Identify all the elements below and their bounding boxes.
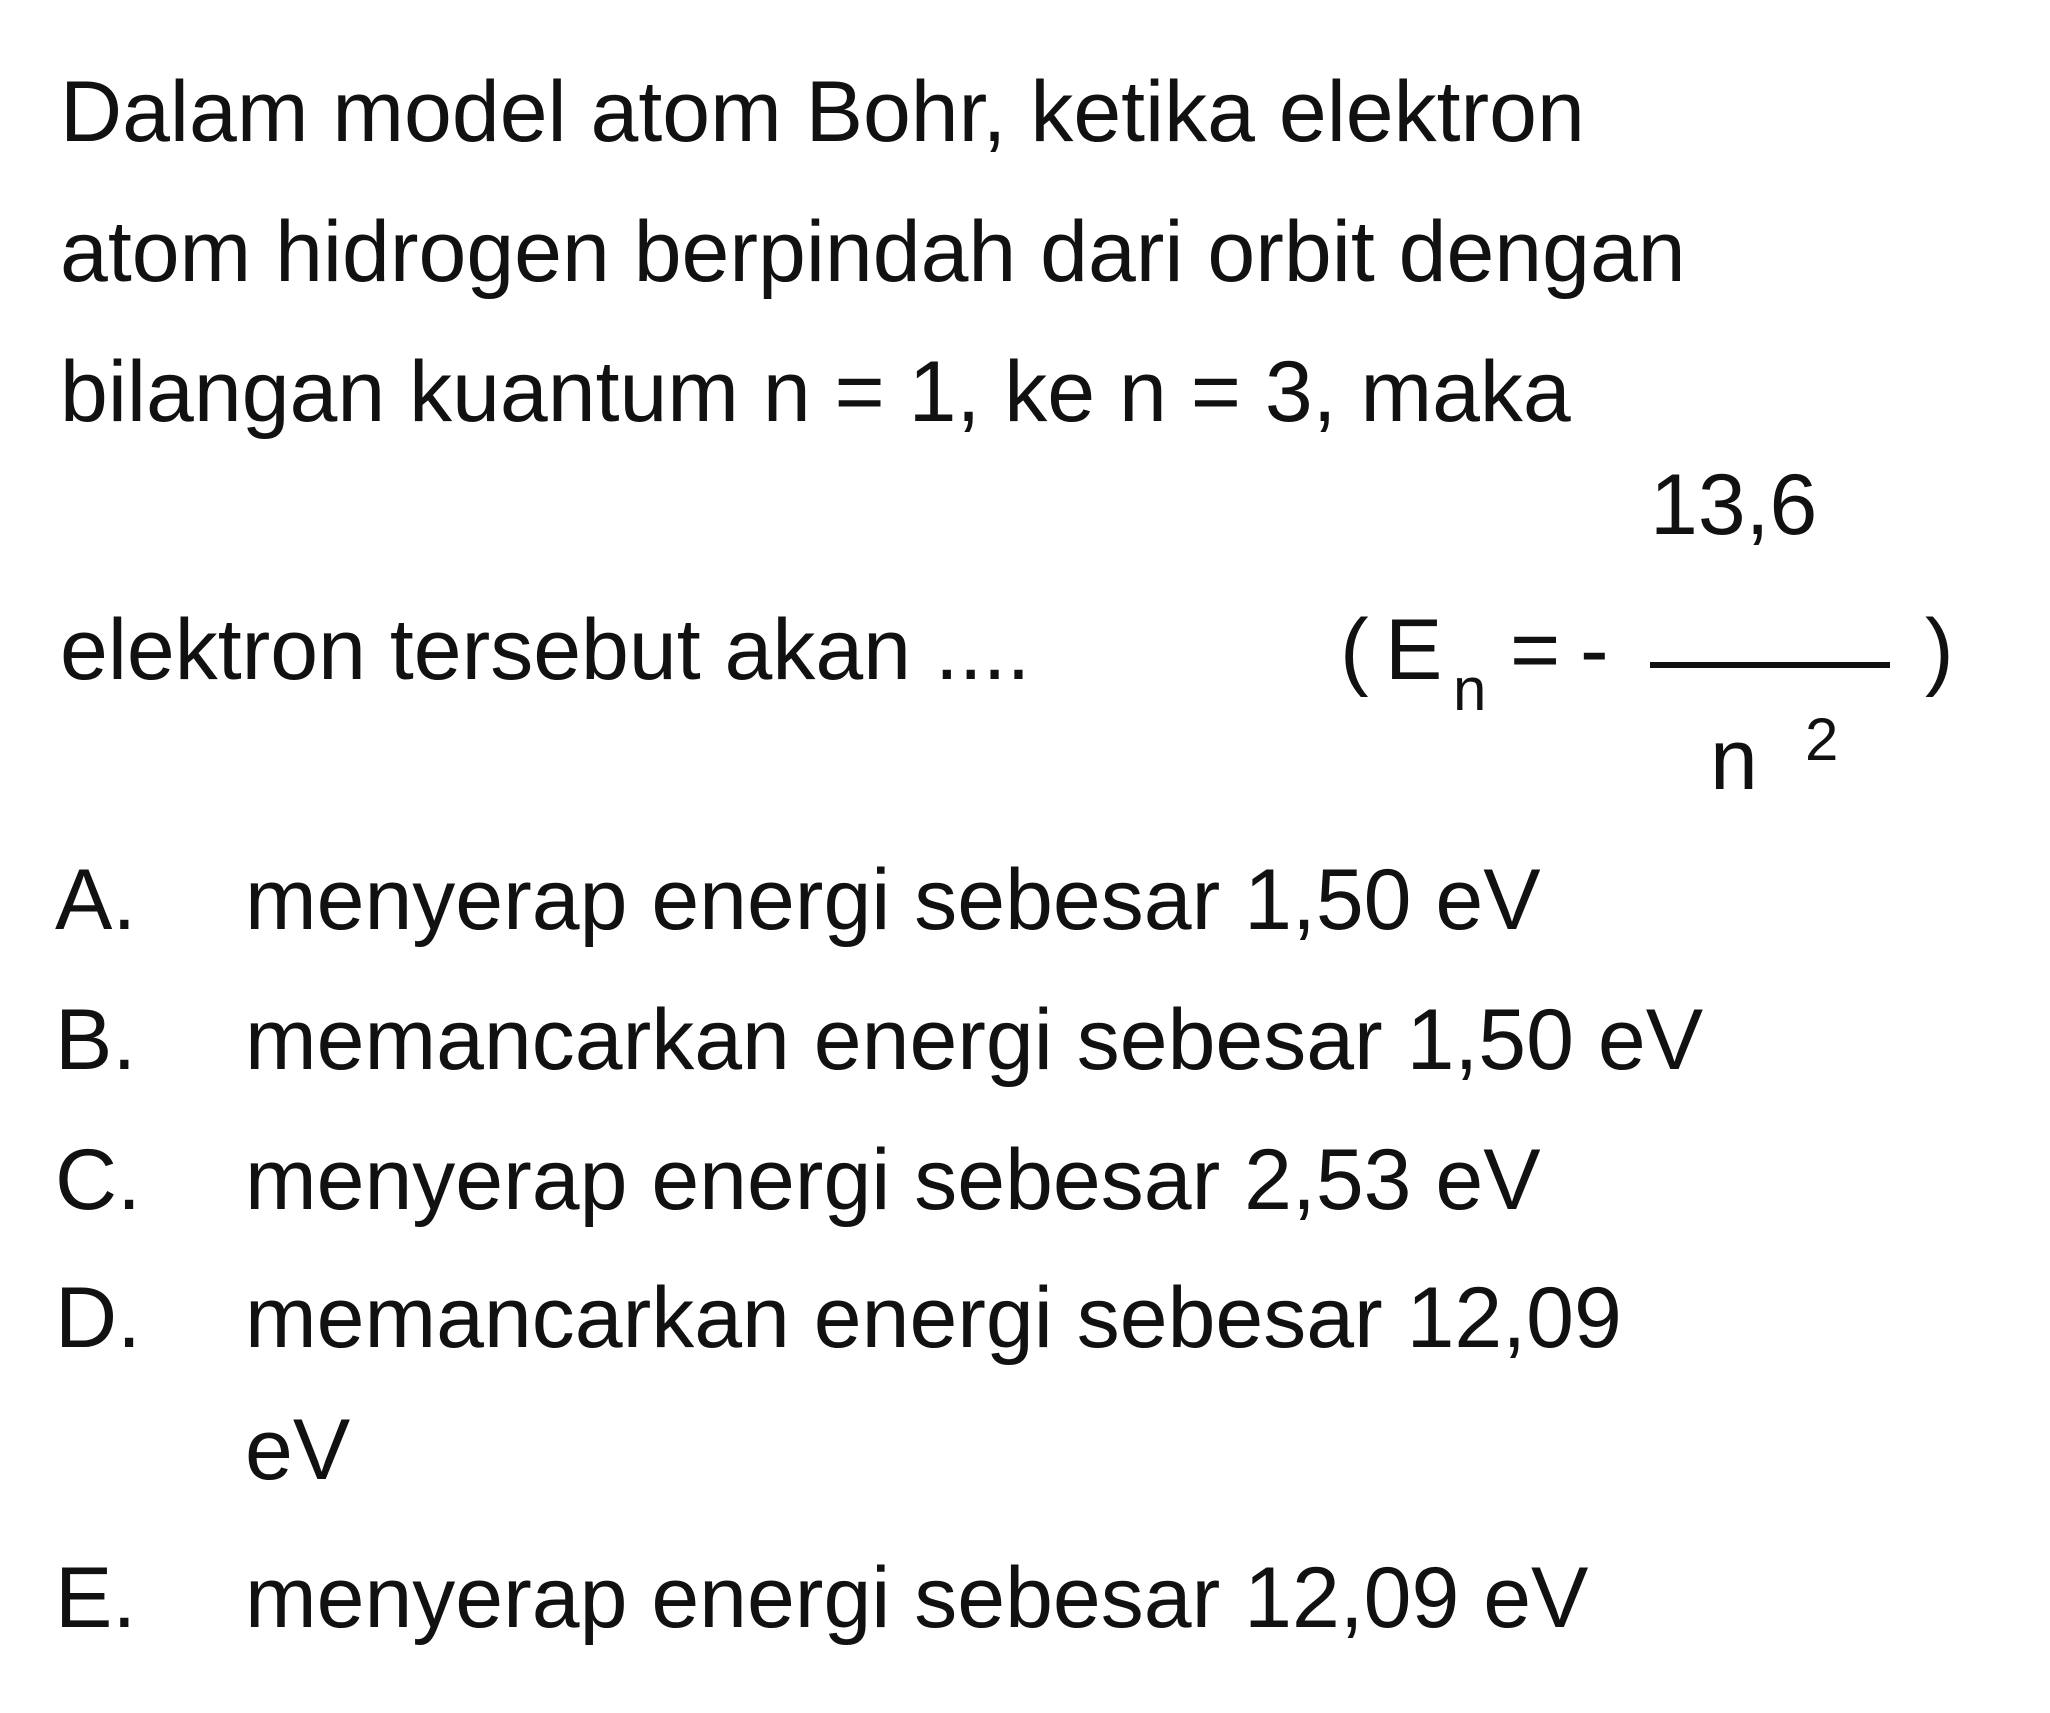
- formula-energy-subscript: n: [1453, 656, 1487, 723]
- question-line-4: elektron tersebut akan ....: [60, 602, 1031, 698]
- option-text: menyerap energi sebesar 1,50 eV: [245, 852, 1541, 948]
- formula-minus: -: [1580, 602, 1609, 698]
- option-letter: D.: [55, 1270, 141, 1366]
- formula-denominator-exponent: 2: [1805, 706, 1839, 773]
- option-text: memancarkan energi sebesar 12,09: [245, 1270, 1622, 1366]
- option-text: menyerap energi sebesar 12,09 eV: [245, 1550, 1589, 1646]
- formula-fraction-bar: [1650, 662, 1890, 668]
- option-text-continuation: eV: [245, 1402, 351, 1498]
- option-text: menyerap energi sebesar 2,53 eV: [245, 1132, 1541, 1228]
- formula-denominator: n: [1710, 712, 1758, 808]
- formula-numerator: 13,6: [1650, 457, 1818, 553]
- question-line-3: bilangan kuantum n = 1, ke n = 3, maka: [60, 344, 1571, 440]
- formula-close-paren: ): [1925, 602, 1954, 698]
- option-letter: C.: [55, 1132, 141, 1228]
- formula-equals: =: [1510, 602, 1561, 698]
- option-letter: B.: [55, 992, 137, 1088]
- option-letter: A.: [55, 852, 137, 948]
- question-line-2: atom hidrogen berpindah dari orbit dengan: [60, 204, 1686, 300]
- formula-energy-symbol: E: [1385, 602, 1443, 698]
- formula-open-paren: (: [1340, 602, 1369, 698]
- option-text: memancarkan energi sebesar 1,50 eV: [245, 992, 1704, 1088]
- question-line-1: Dalam model atom Bohr, ketika elektron: [60, 64, 1585, 160]
- option-letter: E.: [55, 1550, 137, 1646]
